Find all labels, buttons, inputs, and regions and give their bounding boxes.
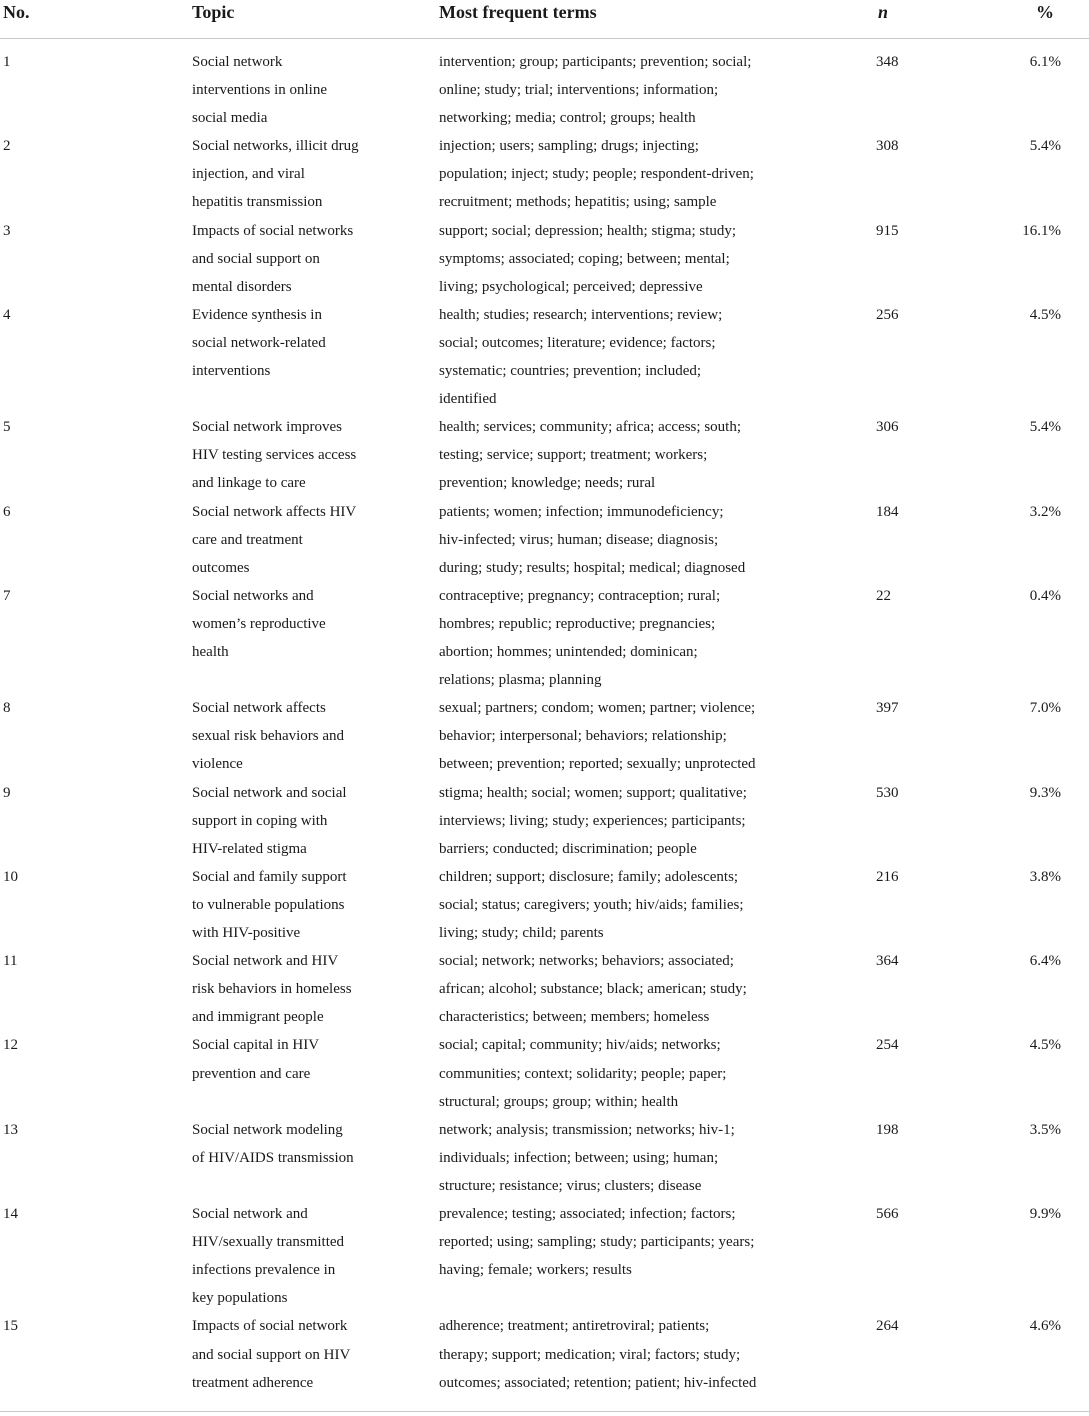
topic-line: Impacts of social networks bbox=[192, 222, 354, 239]
topic-line: interventions bbox=[192, 363, 271, 380]
topic-line: Social network and bbox=[192, 1206, 308, 1223]
row-number: 12 bbox=[3, 1037, 18, 1054]
row-topic bbox=[192, 217, 372, 301]
row-percent: 4.5% bbox=[1029, 1037, 1061, 1054]
row-topic bbox=[192, 413, 372, 497]
row-count: 256 bbox=[876, 306, 899, 323]
terms-line: health; services; community; africa; access; south; bbox=[439, 419, 741, 436]
table-row bbox=[0, 582, 1089, 694]
terms-line: hombres; republic; reproductive; pregnancies; bbox=[439, 615, 716, 632]
topic-line: with HIV-positive bbox=[192, 925, 301, 942]
terms-line: testing; service; support; treatment; workers; bbox=[439, 447, 708, 464]
table-row bbox=[0, 1312, 1089, 1396]
row-terms bbox=[439, 863, 784, 947]
terms-line: therapy; support; medication; viral; factors; study; bbox=[439, 1346, 741, 1363]
table-row bbox=[0, 1200, 1089, 1312]
row-topic bbox=[192, 1116, 372, 1172]
topic-line: and social support on HIV bbox=[192, 1346, 351, 1363]
topic-line: Social network modeling bbox=[192, 1121, 343, 1138]
row-count: 915 bbox=[876, 222, 899, 239]
row-number: 7 bbox=[3, 587, 11, 604]
topic-line: and linkage to care bbox=[192, 475, 306, 492]
topic-line: Social network improves bbox=[192, 419, 342, 436]
terms-line: interviews; living; study; experiences; participants; bbox=[439, 812, 746, 829]
row-number: 4 bbox=[3, 306, 11, 323]
header-no: No. bbox=[3, 2, 30, 22]
terms-line: between; prevention; reported; sexually; unprotected bbox=[439, 756, 756, 773]
terms-line: contraceptive; pregnancy; contraception; rural; bbox=[439, 587, 721, 604]
row-terms bbox=[439, 413, 784, 497]
row-topic bbox=[192, 1031, 372, 1087]
row-count: 216 bbox=[876, 868, 899, 885]
row-percent: 7.0% bbox=[1029, 700, 1061, 717]
table-row bbox=[0, 413, 1089, 497]
topic-line: Social networks and bbox=[192, 587, 314, 604]
row-count: 530 bbox=[876, 784, 899, 801]
topic-line: HIV testing services access bbox=[192, 447, 357, 464]
topic-line: hepatitis transmission bbox=[192, 194, 323, 211]
header-n: n bbox=[878, 2, 889, 22]
row-count: 364 bbox=[876, 953, 899, 970]
row-terms bbox=[439, 48, 784, 132]
table-bottom-rule bbox=[0, 1411, 1089, 1412]
topic-line: and social support on bbox=[192, 250, 320, 267]
row-percent: 3.5% bbox=[1029, 1121, 1061, 1138]
row-count: 348 bbox=[876, 54, 899, 70]
row-count: 22 bbox=[876, 587, 891, 604]
row-terms bbox=[439, 582, 784, 694]
row-percent: 6.1% bbox=[1029, 54, 1061, 70]
terms-line: structure; resistance; virus; clusters; disease bbox=[439, 1177, 702, 1194]
row-terms bbox=[439, 779, 784, 863]
topic-line: Social network affects HIV bbox=[192, 503, 357, 520]
topic-line: infections prevalence in bbox=[192, 1262, 336, 1279]
terms-line: health; studies; research; interventions; review; bbox=[439, 306, 723, 323]
terms-line: outcomes; associated; retention; patient; hiv-infected bbox=[439, 1374, 757, 1391]
row-count: 254 bbox=[876, 1037, 899, 1054]
row-topic bbox=[192, 1312, 372, 1396]
row-percent: 4.6% bbox=[1029, 1318, 1061, 1335]
row-number: 8 bbox=[3, 700, 11, 717]
terms-line: recruitment; methods; hepatitis; using; sample bbox=[439, 194, 717, 211]
topic-line: social network-related bbox=[192, 334, 326, 351]
row-percent: 3.2% bbox=[1029, 503, 1061, 520]
topic-line: Social networks, illicit drug bbox=[192, 138, 359, 155]
row-topic bbox=[192, 132, 372, 216]
row-terms bbox=[439, 1116, 784, 1200]
row-topic bbox=[192, 1200, 372, 1312]
row-percent: 5.4% bbox=[1029, 419, 1061, 436]
terms-line: living; study; child; parents bbox=[439, 925, 604, 942]
table-row bbox=[0, 779, 1089, 863]
terms-line: social; network; networks; behaviors; associated; bbox=[439, 953, 734, 970]
topic-line: to vulnerable populations bbox=[192, 896, 345, 913]
row-number: 6 bbox=[3, 503, 11, 520]
row-number: 15 bbox=[3, 1318, 18, 1335]
terms-line: intervention; group; participants; prevention; social; bbox=[439, 54, 752, 70]
terms-line: systematic; countries; prevention; included; bbox=[439, 363, 702, 380]
row-percent: 5.4% bbox=[1029, 138, 1061, 155]
terms-line: hiv-infected; virus; human; disease; diagnosis; bbox=[439, 531, 719, 548]
terms-line: networking; media; control; groups; health bbox=[439, 110, 696, 127]
row-percent: 0.4% bbox=[1029, 587, 1061, 604]
topic-line: care and treatment bbox=[192, 531, 303, 548]
row-topic bbox=[192, 779, 372, 863]
table-header bbox=[0, 0, 1089, 39]
topic-line: injection, and viral bbox=[192, 166, 305, 183]
row-number: 5 bbox=[3, 419, 11, 436]
terms-line: abortion; hommes; unintended; dominican; bbox=[439, 644, 698, 661]
terms-line: having; female; workers; results bbox=[439, 1262, 632, 1279]
row-percent: 6.4% bbox=[1029, 953, 1061, 970]
row-terms bbox=[439, 1031, 784, 1115]
row-number: 10 bbox=[3, 868, 18, 885]
topic-line: Social and family support bbox=[192, 868, 347, 885]
row-percent: 16.1% bbox=[1022, 222, 1061, 239]
terms-line: identified bbox=[439, 391, 497, 408]
terms-line: characteristics; between; members; homeless bbox=[439, 1009, 710, 1026]
row-count: 198 bbox=[876, 1121, 899, 1138]
row-topic bbox=[192, 301, 372, 385]
topic-line: sexual risk behaviors and bbox=[192, 728, 345, 745]
topic-line: risk behaviors in homeless bbox=[192, 981, 352, 998]
topic-line: HIV/sexually transmitted bbox=[192, 1234, 345, 1251]
row-percent: 9.3% bbox=[1029, 784, 1061, 801]
row-count: 306 bbox=[876, 419, 899, 436]
row-terms bbox=[439, 694, 784, 778]
topic-line: interventions in online bbox=[192, 82, 327, 99]
topic-line: treatment adherence bbox=[192, 1374, 314, 1391]
terms-line: sexual; partners; condom; women; partner; violence; bbox=[439, 700, 756, 717]
row-terms bbox=[439, 1200, 784, 1284]
terms-line: stigma; health; social; women; support; qualitative; bbox=[439, 784, 747, 801]
terms-line: during; study; results; hospital; medical; diagnosed bbox=[439, 559, 746, 576]
row-number: 3 bbox=[3, 222, 11, 239]
topic-line: of HIV/AIDS transmission bbox=[192, 1149, 354, 1166]
topic-line: HIV-related stigma bbox=[192, 840, 307, 857]
row-percent: 9.9% bbox=[1029, 1206, 1061, 1223]
topic-line: Social capital in HIV bbox=[192, 1037, 320, 1054]
table-row bbox=[0, 217, 1089, 301]
topic-line: outcomes bbox=[192, 559, 250, 576]
topic-line: mental disorders bbox=[192, 278, 292, 295]
terms-line: behavior; interpersonal; behaviors; relationship; bbox=[439, 728, 727, 745]
terms-line: structural; groups; group; within; health bbox=[439, 1093, 679, 1110]
topic-line: and immigrant people bbox=[192, 1009, 324, 1026]
row-count: 308 bbox=[876, 138, 899, 155]
row-terms bbox=[439, 498, 784, 582]
row-topic bbox=[192, 947, 372, 1031]
row-number: 13 bbox=[3, 1121, 18, 1138]
topic-line: prevention and care bbox=[192, 1065, 311, 1082]
terms-line: population; inject; study; people; respondent-driven; bbox=[439, 166, 754, 183]
table-row bbox=[0, 1031, 1089, 1115]
row-topic bbox=[192, 694, 372, 778]
topic-line: Evidence synthesis in bbox=[192, 306, 322, 323]
topic-line: Social network affects bbox=[192, 700, 326, 717]
table-row bbox=[0, 132, 1089, 216]
terms-line: support; social; depression; health; stigma; study; bbox=[439, 222, 737, 239]
terms-line: individuals; infection; between; using; human; bbox=[439, 1149, 719, 1166]
terms-line: social; status; caregivers; youth; hiv/aids; families; bbox=[439, 896, 744, 913]
terms-line: patients; women; infection; immunodeficiency; bbox=[439, 503, 724, 520]
row-number: 1 bbox=[3, 54, 11, 70]
topic-line: women’s reproductive bbox=[192, 615, 326, 632]
table-row bbox=[0, 694, 1089, 778]
terms-line: adherence; treatment; antiretroviral; patients; bbox=[439, 1318, 710, 1335]
terms-line: online; study; trial; interventions; information; bbox=[439, 82, 719, 99]
terms-line: relations; plasma; planning bbox=[439, 672, 602, 689]
terms-line: living; psychological; perceived; depressive bbox=[439, 278, 703, 295]
row-count: 184 bbox=[876, 503, 899, 520]
topic-line: support in coping with bbox=[192, 812, 328, 829]
table-row bbox=[0, 498, 1089, 582]
row-number: 14 bbox=[3, 1206, 18, 1223]
terms-line: social; capital; community; hiv/aids; networks; bbox=[439, 1037, 721, 1054]
terms-line: symptoms; associated; coping; between; mental; bbox=[439, 250, 730, 267]
row-number: 11 bbox=[3, 953, 18, 970]
terms-line: reported; using; sampling; study; participants; years; bbox=[439, 1234, 755, 1251]
table-row bbox=[0, 48, 1089, 132]
row-number: 9 bbox=[3, 784, 11, 801]
terms-line: injection; users; sampling; drugs; injecting; bbox=[439, 138, 699, 155]
terms-line: communities; context; solidarity; people; paper; bbox=[439, 1065, 727, 1082]
header-topic: Topic bbox=[192, 2, 235, 22]
table-body bbox=[0, 48, 1089, 1397]
header-percent: % bbox=[1036, 2, 1054, 22]
row-topic bbox=[192, 863, 372, 947]
terms-line: prevalence; testing; associated; infection; factors; bbox=[439, 1206, 736, 1223]
topic-line: Social network and social bbox=[192, 784, 347, 801]
table-row bbox=[0, 947, 1089, 1031]
topic-line: health bbox=[192, 644, 229, 661]
row-terms bbox=[439, 217, 784, 301]
topic-line: key populations bbox=[192, 1290, 288, 1307]
row-percent: 4.5% bbox=[1029, 306, 1061, 323]
row-topic bbox=[192, 498, 372, 582]
table-row bbox=[0, 301, 1089, 413]
row-percent: 3.8% bbox=[1029, 868, 1061, 885]
table-row bbox=[0, 863, 1089, 947]
row-terms bbox=[439, 301, 784, 413]
row-number: 2 bbox=[3, 138, 11, 155]
row-terms bbox=[439, 132, 784, 216]
topic-line: social media bbox=[192, 110, 268, 127]
terms-line: prevention; knowledge; needs; rural bbox=[439, 475, 656, 492]
topic-line: Impacts of social network bbox=[192, 1318, 348, 1335]
terms-line: african; alcohol; substance; black; american; study; bbox=[439, 981, 747, 998]
row-terms bbox=[439, 947, 784, 1031]
row-count: 566 bbox=[876, 1206, 899, 1223]
terms-line: barriers; conducted; discrimination; people bbox=[439, 840, 697, 857]
row-terms bbox=[439, 1312, 784, 1396]
terms-line: children; support; disclosure; family; adolescents; bbox=[439, 868, 739, 885]
row-count: 264 bbox=[876, 1318, 899, 1335]
topic-line: Social network and HIV bbox=[192, 953, 339, 970]
table-row bbox=[0, 1116, 1089, 1200]
row-topic bbox=[192, 582, 372, 666]
row-count: 397 bbox=[876, 700, 899, 717]
topic-line: Social network bbox=[192, 54, 283, 70]
terms-line: network; analysis; transmission; networks; hiv-1; bbox=[439, 1121, 735, 1138]
terms-line: social; outcomes; literature; evidence; factors; bbox=[439, 334, 716, 351]
topic-line: violence bbox=[192, 756, 243, 773]
header-terms: Most frequent terms bbox=[439, 2, 597, 22]
row-topic bbox=[192, 48, 372, 132]
